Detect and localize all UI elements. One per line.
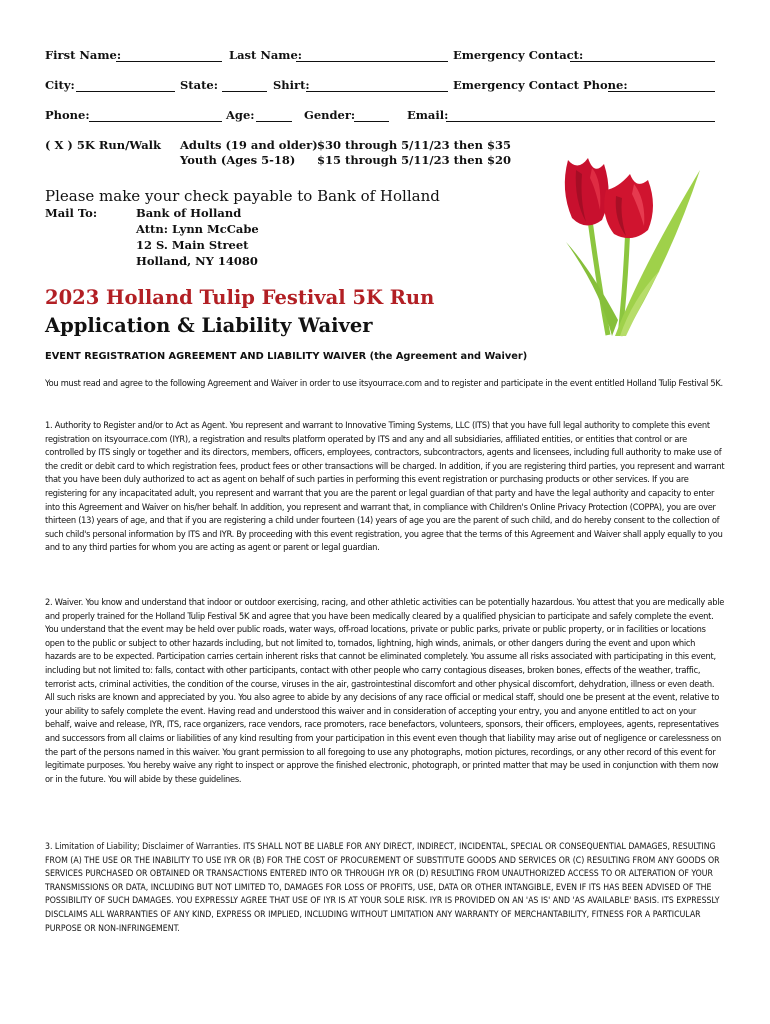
youth-label: Youth (Ages 5-18) (180, 153, 296, 167)
age-label: Age: (226, 108, 255, 122)
agreement-section-1: 1. Authority to Register and/or to Act as Agent. You represent and warrant to Innovative Timing Systems, LLC (ITS) that you have full legal authority to complete this event registration on itsyourrace.com (IYR), a registration and results platform operated by ITS and any and all subsidiaries, affiliated entities, or entities that control or are controlled by ITS singly or together and its directors, members, officers, employees, contractors, subcontractors, agents and licensees, including full authority to make use of the credit or debit card to which registration fees, product fees or other transactions will be charged. In addition, if you are registering third parties, you represent and warrant that you have been duly authorized to act as agent on behalf of such parties in performing this event registration or purchasing products or other services. If you are registering for any incapacitated adult, you represent and warrant that you are the parent or legal guardian of that party and have the legal authority and capacity to enter into this Agreement and Waiver on his/her behalf. In addition, you represent and warrant that, in compliance with Children's Online Privacy Protection (COPPA), you are over thirteen (13) years of age, and that if you are registering a child under fourteen (14) years of age you are the parent of such child, and do hereby consent to the collection of such child's personal information by ITS and IYR. By proceeding with this event registration, you agree that the terms of this Agreement and Waiver shall apply equally to you and to any third parties for whom you are acting as agent or parent or legal guardian. (45, 420, 725, 554)
age-field[interactable] (256, 121, 292, 122)
address-line: Attn: Lynn McCabe (136, 222, 259, 236)
tulip-illustration (520, 150, 735, 340)
address-line: Holland, NY 14080 (136, 254, 258, 268)
last-name-label: Last Name: (229, 48, 303, 62)
emergency-contact-label: Emergency Contact: (453, 48, 584, 62)
address-line: 12 S. Main Street (136, 238, 249, 252)
document-subtitle: Application & Liability Waiver (45, 314, 373, 337)
check-payable-text: Please make your check payable to Bank of Holland (45, 187, 440, 205)
tulip-flower-left (565, 158, 609, 226)
phone-field[interactable] (89, 121, 222, 122)
phone-label: Phone: (45, 108, 90, 122)
adults-label: Adults (19 and older) (180, 138, 318, 152)
state-label: State: (180, 78, 218, 92)
event-title: 2023 Holland Tulip Festival 5K Run (45, 286, 435, 309)
agreement-heading: EVENT REGISTRATION AGREEMENT AND LIABILITY WAIVER (the Agreement and Waiver) (45, 351, 528, 362)
email-field[interactable] (446, 121, 715, 122)
event-option-checkbox[interactable]: ( X ) 5K Run/Walk (45, 138, 161, 152)
emergency-contact-field[interactable] (570, 61, 715, 62)
emergency-phone-label: Emergency Contact Phone: (453, 78, 628, 92)
last-name-field[interactable] (296, 61, 448, 62)
state-field[interactable] (222, 91, 267, 92)
address-line: Bank of Holland (136, 206, 242, 220)
youth-price: $15 through 5/11/23 then $20 (317, 153, 511, 167)
agreement-section-3: 3. Limitation of Liability; Disclaimer of Warranties. ITS SHALL NOT BE LIABLE FOR ANY DIRECT, INDIRECT, INCIDENTAL, SPECIAL OR CONSEQUENTIAL DAMAGES, RESULTING FROM (A) THE USE OR THE INABILITY TO USE IYR OR (B) FOR THE COST OF PROCUREMENT OF SUBSTITUTE GOODS AND SERVICES OR (C) RESULTING FROM ANY GOODS OR SERVICES PURCHASED OR OBTAINED OR TRANSACTIONS ENTERED INTO OR THROUGH IYR OR (D) RESULTING FROM UNAUTHORIZED ACCESS TO OR ALTERATION OF YOUR TRANSMISSIONS OR DATA, INCLUDING BUT NOT LIMITED TO, DAMAGES FOR LOSS OF PROFITS, USE, DATA OR OTHER INTANGIBLE, EVEN IF ITS HAS BEEN ADVISED OF THE POSSIBILITY OF SUCH DAMAGES. YOU EXPRESSLY AGREE THAT USE OF IYR IS AT YOUR SOLE RISK. IYR IS PROVIDED ON AN 'AS IS' AND 'AS AVAILABLE' BASIS. ITS EXPRESSLY DISCLAIMS ALL WARRANTIES OF ANY KIND, EXPRESS OR IMPLIED, INCLUDING WITHOUT LIMITATION ANY WARRANTY OF MERCHANTABILITY, FITNESS FOR A PARTICULAR PURPOSE OR NON-INFRINGEMENT. (45, 842, 720, 934)
mailing-address (136, 205, 259, 269)
emergency-phone-field[interactable] (608, 91, 715, 92)
agreement-intro: You must read and agree to the following Agreement and Waiver in order to use itsyourrace.com and to register and participate in the event entitled Holland Tulip Festival 5K. (45, 378, 723, 389)
tulip-flower-right (604, 174, 653, 238)
city-field[interactable] (76, 91, 175, 92)
tulip-leaf (566, 242, 618, 336)
shirt-label: Shirt: (273, 78, 310, 92)
mail-to-label: Mail To: (45, 206, 98, 220)
first-name-field[interactable] (116, 61, 222, 62)
gender-field[interactable] (354, 121, 389, 122)
city-label: City: (45, 78, 75, 92)
agreement-section-2: 2. Waiver. You know and understand that indoor or outdoor exercising, racing, and other athletic activities can be potentially hazardous. You attest that you are medically able and properly trained for the Holland Tulip Festival 5K and agree that you have been medically cleared by a qualified physician to participate and safely complete the event. You understand that the event may be held over public roads, water ways, off-road locations, private or public parks, private or public property, or in facilities or locations open to the public or subject to other hazards including, but not limited to, tornados, lightning, high winds, animals, or other dangers during the event and upon which hazards are to be expected. Participation carries certain inherent risks that cannot be eliminated completely. You assume all risks associated with participating in this event, including but not limited to: falls, contact with other participants, contact with other people who carry contagious diseases, broken bones, effects of the weather, traffic, terrorist acts, criminal activities, the condition of the course, viruses in the air, gastrointestinal discomfort and other physical discomfort, dehydration, illness or even death. All such risks are known and appreciated by you. You also agree to abide by any decisions of any race official or medical staff, should one be present at the event, relative to your ability to safely complete the event. Having read and understood this waiver and in consideration of accepting your entry, you and anyone entitled to act on your behalf, waive and release, IYR, ITS, race organizers, race vendors, race promoters, race benefactors, volunteers, sponsors, their officers, employees, agents, representatives and successors from all claims or liabilities of any kind resulting from your participation in this event even though that liability may arise out of negligence or carelessness on the part of the persons named in this waiver. You grant permission to all foregoing to use any photographs, motion pictures, recordings, or any other record of this event for legitimate purposes. You hereby waive any right to inspect or approve the finished electronic, photograph, or printed matter that may be used in conjunction with them now or in the future. You will abide by these guidelines. (45, 597, 725, 785)
first-name-label: First Name: (45, 48, 122, 62)
email-label: Email: (407, 108, 449, 122)
adults-price: $30 through 5/11/23 then $35 (317, 138, 511, 152)
shirt-field[interactable] (306, 91, 448, 92)
gender-label: Gender: (304, 108, 356, 122)
